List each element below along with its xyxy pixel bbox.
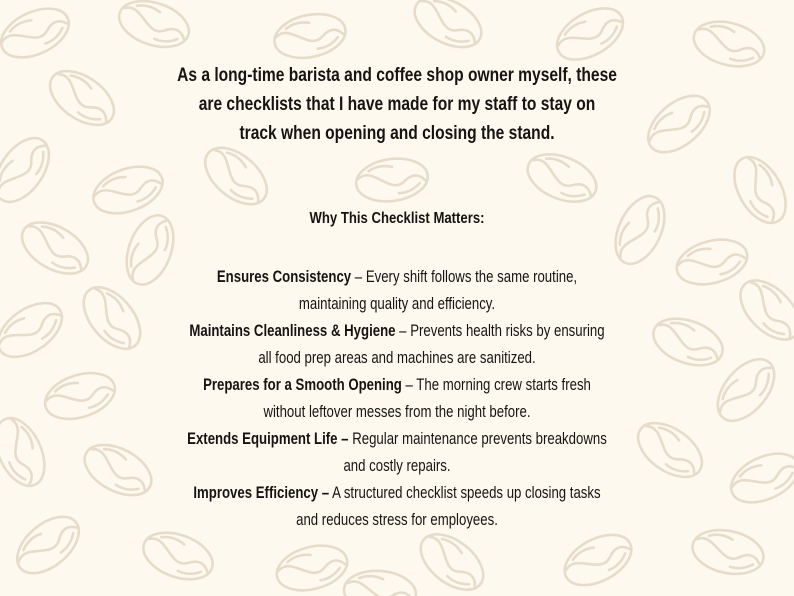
reason-text: all food prep areas and machines are sanitized. (258, 349, 536, 367)
reason-separator: – (395, 322, 411, 340)
reason-text: without leftover messes from the night before. (263, 403, 531, 421)
reason-item (125, 318, 669, 372)
reason-item (125, 264, 669, 318)
reason-text: Prevents health risks by ensuring (410, 322, 605, 340)
reason-text: maintaining quality and efficiency. (298, 295, 496, 313)
reason-separator: – (351, 268, 366, 286)
reason-title: Prepares for a Smooth Opening (203, 376, 402, 394)
reason-text: Every shift follows the same routine, (365, 268, 578, 286)
reason-text: and reduces stress for employees. (296, 511, 498, 529)
reason-item (125, 426, 669, 480)
reason-title: Extends Equipment Life – (187, 430, 349, 448)
reason-title: Maintains Cleanliness & Hygiene (189, 322, 396, 340)
reason-item (125, 372, 669, 426)
reason-text: Regular maintenance prevents breakdowns (352, 430, 607, 448)
reason-title: Ensures Consistency (216, 268, 352, 286)
intro-line: track when opening and closing the stand. (239, 123, 555, 144)
intro-line: are checklists that I have made for my staff to stay on (198, 94, 596, 115)
reason-text: and costly repairs. (343, 457, 451, 475)
reason-title: Improves Efficiency – (193, 484, 330, 502)
reason-text: The morning crew starts fresh (416, 376, 591, 394)
intro-line: As a long-time barista and coffee shop owner myself, these (177, 65, 617, 86)
intro-paragraph (151, 61, 643, 148)
reason-item (125, 480, 669, 534)
reason-text: A structured checklist speeds up closing tasks (332, 484, 601, 502)
section-heading: Why This Checklist Matters: (309, 210, 485, 227)
reason-separator: – (401, 376, 417, 394)
reasons-list (125, 264, 669, 534)
